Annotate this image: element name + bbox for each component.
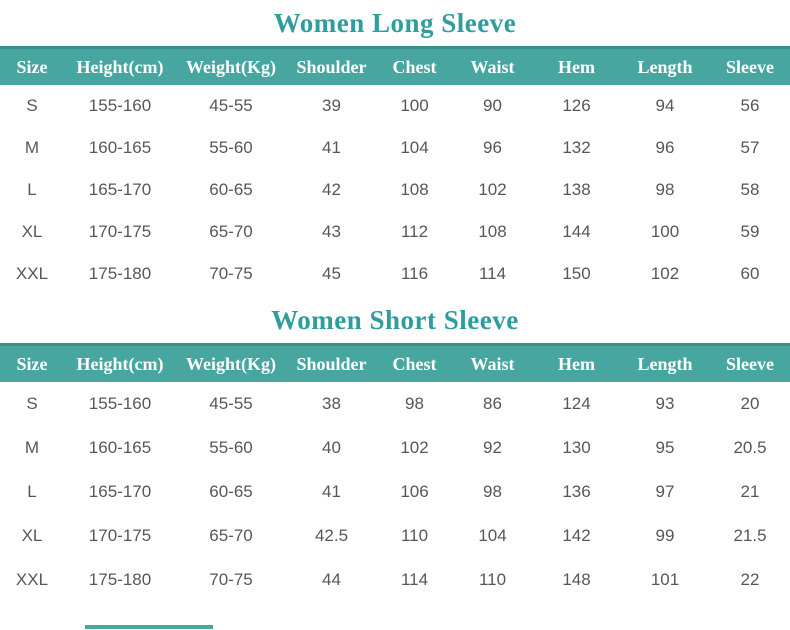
column-header: Shoulder (286, 345, 377, 383)
size-cell: 39 (322, 96, 341, 115)
size-cell: 138 (562, 180, 591, 199)
table-row (0, 85, 790, 127)
size-cell: 104 (478, 526, 507, 545)
size-cell: 170-175 (88, 526, 152, 545)
column-header: Sleeve (710, 345, 790, 383)
size-cell: 65-70 (209, 526, 253, 545)
size-cell: L (27, 482, 37, 501)
size-cell: S (26, 394, 38, 413)
size-cell: 70-75 (209, 264, 253, 283)
size-cell: 160-165 (88, 138, 152, 157)
size-cell: 126 (562, 96, 591, 115)
size-cell: 100 (650, 222, 680, 241)
size-cell: 38 (322, 394, 341, 413)
size-cell: 101 (650, 570, 680, 589)
size-cell: 114 (478, 264, 507, 283)
size-cell: 57 (740, 138, 760, 157)
bottom-accent-line (85, 625, 213, 629)
table-row (0, 169, 790, 211)
size-cell: 43 (322, 222, 341, 241)
table-row (0, 127, 790, 169)
size-cell: 56 (740, 96, 760, 115)
size-cell: 60 (740, 264, 760, 283)
size-cell: 42.5 (314, 526, 349, 545)
size-cell: 92 (483, 438, 502, 457)
size-cell: 93 (655, 394, 675, 413)
size-cell: XXL (15, 264, 49, 283)
size-cell: 110 (400, 526, 429, 545)
size-cell: 150 (562, 264, 591, 283)
size-cell: 155-160 (88, 394, 152, 413)
table-row (0, 426, 790, 470)
size-cell: S (26, 96, 38, 115)
column-header: Size (0, 345, 64, 383)
column-header: Length (620, 345, 710, 383)
size-cell: 104 (400, 138, 429, 157)
size-cell: 98 (483, 482, 502, 501)
size-cell: 102 (650, 264, 680, 283)
header-row (0, 345, 790, 383)
table-row (0, 382, 790, 426)
size-cell: 20 (740, 394, 760, 413)
size-cell: 132 (562, 138, 591, 157)
size-cell: 130 (562, 438, 591, 457)
size-cell: 148 (562, 570, 591, 589)
size-cell: 175-180 (88, 570, 152, 589)
table-row (0, 211, 790, 253)
size-cell: M (24, 138, 40, 157)
column-header: Height(cm) (64, 48, 176, 86)
size-cell: M (24, 438, 40, 457)
size-cell: 41 (322, 138, 341, 157)
size-cell: 102 (478, 180, 507, 199)
column-header: Height(cm) (64, 345, 176, 383)
column-header: Weight(Kg) (176, 48, 286, 86)
size-cell: 21.5 (733, 526, 767, 545)
column-header: Shoulder (286, 48, 377, 86)
column-header: Chest (377, 345, 452, 383)
size-cell: 112 (400, 222, 429, 241)
size-cell: 116 (400, 264, 429, 283)
size-cell: XL (21, 526, 43, 545)
table-title-long-sleeve: Women Long Sleeve (273, 8, 517, 38)
size-cell: 96 (483, 138, 502, 157)
size-cell: 114 (400, 570, 429, 589)
column-header: Weight(Kg) (176, 345, 286, 383)
size-cell: 108 (478, 222, 507, 241)
size-cell: 59 (740, 222, 760, 241)
size-cell: 60-65 (209, 482, 253, 501)
women-short-sleeve-size-table (0, 343, 790, 602)
size-cell: 96 (655, 138, 675, 157)
size-cell: 58 (740, 180, 760, 199)
size-cell: 100 (400, 96, 429, 115)
column-header: Sleeve (710, 48, 790, 86)
size-cell: 160-165 (88, 438, 152, 457)
size-cell: 86 (483, 394, 502, 413)
size-cell: 124 (562, 394, 591, 413)
size-cell: 45-55 (209, 96, 253, 115)
table-row (0, 253, 790, 295)
size-cell: 65-70 (209, 222, 253, 241)
column-header: Chest (377, 48, 452, 86)
size-cell: 170-175 (88, 222, 152, 241)
size-cell: 165-170 (88, 482, 152, 501)
size-cell: 55-60 (209, 138, 253, 157)
size-cell: 99 (655, 526, 675, 545)
size-cell: 175-180 (88, 264, 152, 283)
column-header: Length (620, 48, 710, 86)
size-cell: 98 (405, 394, 424, 413)
size-cell: 44 (322, 570, 341, 589)
header-row (0, 48, 790, 86)
size-cell: 144 (562, 222, 591, 241)
size-cell: 142 (562, 526, 591, 545)
column-header: Size (0, 48, 64, 86)
size-cell: 55-60 (209, 438, 253, 457)
size-cell: 20.5 (733, 438, 767, 457)
column-header: Waist (452, 48, 533, 86)
size-cell: 60-65 (209, 180, 253, 199)
table-row (0, 514, 790, 558)
size-cell: 136 (562, 482, 591, 501)
size-cell: 45 (322, 264, 341, 283)
size-cell: 155-160 (88, 96, 152, 115)
size-cell: 40 (322, 438, 341, 457)
column-header: Hem (533, 345, 620, 383)
size-cell: 41 (322, 482, 341, 501)
size-cell: 45-55 (209, 394, 253, 413)
size-cell: 70-75 (209, 570, 253, 589)
size-cell: 95 (655, 438, 675, 457)
size-cell: 102 (400, 438, 429, 457)
size-cell: 90 (483, 96, 502, 115)
size-cell: 106 (400, 482, 429, 501)
women-long-sleeve-size-table (0, 46, 790, 295)
table-title-short-sleeve: Women Short Sleeve (271, 305, 519, 335)
size-cell: XXL (15, 570, 49, 589)
size-cell: L (27, 180, 37, 199)
size-cell: 42 (322, 180, 341, 199)
column-header: Waist (452, 345, 533, 383)
size-cell: 98 (655, 180, 675, 199)
size-cell: 110 (478, 570, 507, 589)
size-cell: 21 (740, 482, 760, 501)
size-cell: 94 (655, 96, 675, 115)
size-cell: 108 (400, 180, 429, 199)
size-cell: 165-170 (88, 180, 152, 199)
column-header: Hem (533, 48, 620, 86)
size-cell: 97 (655, 482, 675, 501)
size-cell: 22 (740, 570, 760, 589)
table-row (0, 558, 790, 602)
table-row (0, 470, 790, 514)
size-cell: XL (21, 222, 43, 241)
